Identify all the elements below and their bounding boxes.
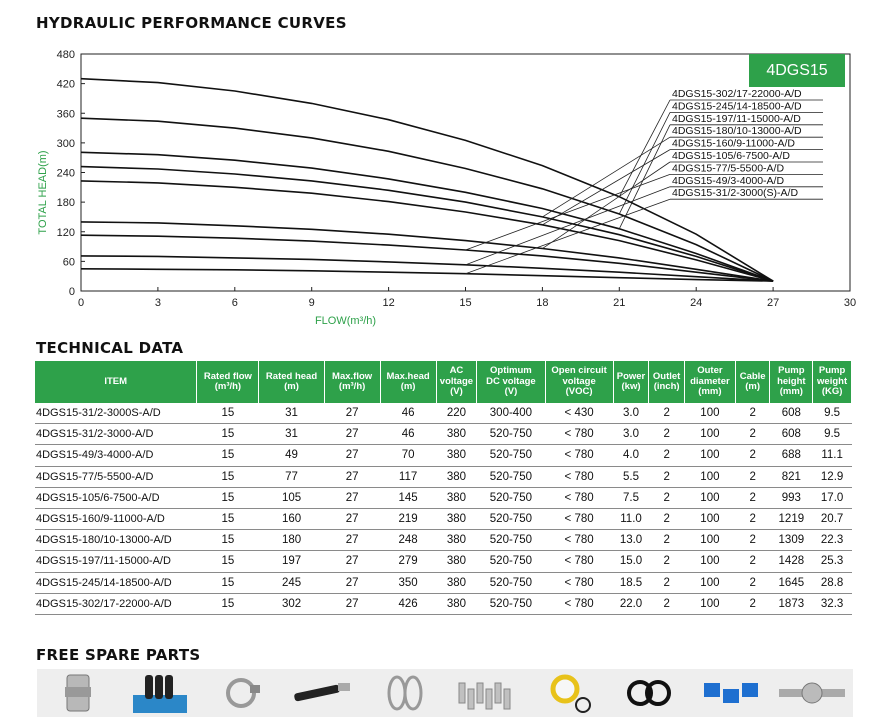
value-cell: 2 bbox=[649, 593, 685, 614]
column-header-line: ITEM bbox=[104, 375, 128, 387]
value-cell: 46 bbox=[380, 424, 436, 445]
column-header-line: (V) bbox=[504, 386, 518, 398]
model-cell: 4DGS15-197/11-15000-A/D bbox=[35, 551, 197, 572]
value-cell: 70 bbox=[380, 445, 436, 466]
value-cell: 11.1 bbox=[813, 445, 852, 466]
value-cell: 380 bbox=[436, 508, 477, 529]
legend-entry: 4DGS15-180/10-13000-A/D bbox=[672, 125, 802, 138]
value-cell: 4.0 bbox=[613, 445, 649, 466]
column-header bbox=[436, 361, 477, 403]
value-cell: 1219 bbox=[770, 508, 813, 529]
value-cell: 1873 bbox=[770, 593, 813, 614]
value-cell: < 780 bbox=[545, 487, 613, 508]
value-cell: 31 bbox=[259, 403, 324, 424]
y-tick-label: 240 bbox=[56, 167, 75, 180]
column-header-line: (m³/h) bbox=[214, 381, 242, 392]
value-cell: 520-750 bbox=[477, 466, 545, 487]
x-tick-label: 9 bbox=[308, 297, 315, 309]
x-tick-label: 27 bbox=[766, 297, 780, 309]
value-cell: 350 bbox=[380, 572, 436, 593]
column-header-line: AC bbox=[449, 365, 464, 377]
table-header-row bbox=[35, 361, 852, 403]
value-cell: 219 bbox=[380, 508, 436, 529]
value-cell: 3.0 bbox=[613, 403, 649, 424]
legend-entry: 4DGS15-245/14-18500-A/D bbox=[672, 100, 802, 113]
value-cell: 821 bbox=[770, 466, 813, 487]
table-row bbox=[35, 508, 852, 529]
value-cell: 2 bbox=[735, 551, 770, 572]
value-cell: 2 bbox=[735, 466, 770, 487]
shackle-hooks-icon bbox=[363, 669, 445, 717]
model-cell: 4DGS15-105/6-7500-A/D bbox=[35, 487, 197, 508]
column-header-line: Outer bbox=[697, 365, 723, 377]
value-cell: 608 bbox=[770, 403, 813, 424]
value-cell: 31 bbox=[259, 424, 324, 445]
value-cell: 520-750 bbox=[477, 445, 545, 466]
value-cell: 160 bbox=[259, 508, 324, 529]
value-cell: 13.0 bbox=[613, 530, 649, 551]
value-cell: 12.9 bbox=[813, 466, 852, 487]
value-cell: 100 bbox=[684, 593, 735, 614]
column-header bbox=[770, 361, 813, 403]
value-cell: 17.0 bbox=[813, 487, 852, 508]
column-header-line: (m³/h) bbox=[338, 381, 366, 392]
value-cell: 15 bbox=[197, 530, 259, 551]
model-cell: 4DGS15-31/2-3000S-A/D bbox=[35, 403, 197, 424]
column-header-line: (m) bbox=[400, 381, 416, 392]
value-cell: < 430 bbox=[545, 403, 613, 424]
value-cell: < 780 bbox=[545, 551, 613, 572]
legend-entry: 4DGS15-160/9-11000-A/D bbox=[672, 137, 795, 150]
legend-entry: 4DGS15-197/11-15000-A/D bbox=[672, 112, 801, 125]
column-header bbox=[813, 361, 852, 403]
column-header-line: (mm) bbox=[698, 386, 722, 398]
value-cell: 100 bbox=[684, 403, 735, 424]
table-row bbox=[35, 424, 852, 445]
value-cell: 27 bbox=[324, 466, 380, 487]
spare-part-tile bbox=[527, 669, 609, 717]
value-cell: 380 bbox=[436, 466, 477, 487]
value-cell: 248 bbox=[380, 530, 436, 551]
column-header-line: (V) bbox=[450, 386, 463, 398]
value-cell: 245 bbox=[259, 572, 324, 593]
connector-blocks-icon bbox=[690, 669, 772, 717]
y-tick-label: 420 bbox=[56, 78, 75, 91]
column-header-line: voltage bbox=[439, 375, 474, 387]
value-cell: 380 bbox=[436, 551, 477, 572]
legend-leader bbox=[619, 100, 670, 197]
value-cell: < 780 bbox=[545, 445, 613, 466]
column-header-line: Cable bbox=[739, 370, 766, 382]
y-tick-label: 480 bbox=[56, 49, 75, 61]
value-cell: 302 bbox=[259, 593, 324, 614]
value-cell: 2 bbox=[735, 487, 770, 508]
x-tick-label: 6 bbox=[231, 297, 238, 309]
value-cell: 2 bbox=[735, 424, 770, 445]
x-axis-label: FLOW(m³/h) bbox=[314, 315, 377, 327]
y-tick-label: 180 bbox=[56, 197, 75, 210]
column-header-line: Pump bbox=[778, 365, 805, 377]
x-tick-label: 21 bbox=[613, 297, 626, 309]
model-badge: 4DGS15 bbox=[749, 54, 845, 87]
legend-leader bbox=[542, 150, 670, 225]
value-cell: 180 bbox=[259, 530, 324, 551]
value-cell: < 780 bbox=[545, 466, 613, 487]
value-cell: 100 bbox=[684, 445, 735, 466]
legend-entry: 4DGS15-31/2-3000(S)-A/D bbox=[672, 187, 799, 200]
y-tick-label: 360 bbox=[56, 108, 75, 121]
value-cell: 15 bbox=[197, 593, 259, 614]
value-cell: 1309 bbox=[770, 530, 813, 551]
value-cell: 22.0 bbox=[613, 593, 649, 614]
x-tick-label: 18 bbox=[536, 297, 549, 309]
x-tick-label: 30 bbox=[843, 297, 857, 309]
column-header-line: (m) bbox=[745, 381, 761, 392]
value-cell: 220 bbox=[436, 403, 477, 424]
hose-clamp-icon bbox=[200, 669, 282, 717]
value-cell: 15 bbox=[197, 403, 259, 424]
model-cell: 4DGS15-77/5-5500-A/D bbox=[35, 466, 197, 487]
value-cell: 1428 bbox=[770, 551, 813, 572]
value-cell: 426 bbox=[380, 593, 436, 614]
spare-part-tile bbox=[690, 669, 772, 717]
value-cell: 197 bbox=[259, 551, 324, 572]
spare-part-tile bbox=[282, 669, 364, 717]
value-cell: 2 bbox=[735, 445, 770, 466]
column-header bbox=[684, 361, 735, 403]
value-cell: 2 bbox=[649, 572, 685, 593]
value-cell: 46 bbox=[380, 403, 436, 424]
value-cell: 77 bbox=[259, 466, 324, 487]
table-row bbox=[35, 551, 852, 572]
x-tick-label: 24 bbox=[690, 297, 703, 309]
value-cell: 18.5 bbox=[613, 572, 649, 593]
value-cell: 15 bbox=[197, 424, 259, 445]
value-cell: 380 bbox=[436, 593, 477, 614]
value-cell: 15 bbox=[197, 466, 259, 487]
o-rings-icon bbox=[608, 669, 690, 717]
value-cell: 2 bbox=[735, 593, 770, 614]
y-tick-label: 0 bbox=[68, 286, 75, 298]
column-header-line: Power bbox=[616, 370, 646, 382]
value-cell: 2 bbox=[649, 466, 685, 487]
column-header-line: weight bbox=[817, 375, 848, 387]
column-header-line: diameter bbox=[690, 375, 730, 387]
column-header-line: (mm) bbox=[779, 386, 803, 398]
technical-title: TECHNICAL DATA bbox=[36, 339, 184, 357]
model-cell: 4DGS15-31/2-3000-A/D bbox=[35, 424, 197, 445]
column-header-line: Max.head bbox=[386, 370, 430, 382]
column-header-line: Optimum bbox=[490, 365, 532, 377]
value-cell: 520-750 bbox=[477, 593, 545, 614]
heat-shrink-tubes-icon bbox=[119, 669, 201, 717]
model-cell: 4DGS15-245/14-18500-A/D bbox=[35, 572, 197, 593]
value-cell: 9.5 bbox=[813, 403, 852, 424]
value-cell: < 780 bbox=[545, 530, 613, 551]
table-row bbox=[35, 403, 852, 424]
column-header-line: (m) bbox=[284, 381, 299, 392]
value-cell: 105 bbox=[259, 487, 324, 508]
value-cell: < 780 bbox=[545, 572, 613, 593]
x-tick-label: 0 bbox=[77, 297, 85, 309]
y-axis-label: TOTAL HEAD(m) bbox=[37, 150, 49, 235]
value-cell: 11.0 bbox=[613, 508, 649, 529]
value-cell: 25.3 bbox=[813, 551, 852, 572]
parts-title: FREE SPARE PARTS bbox=[36, 646, 201, 664]
table-body bbox=[35, 403, 852, 614]
value-cell: 2 bbox=[649, 424, 685, 445]
value-cell: 608 bbox=[770, 424, 813, 445]
table-row bbox=[35, 466, 852, 487]
chart-svg bbox=[0, 36, 873, 336]
y-tick-label: 300 bbox=[56, 137, 75, 150]
value-cell: 2 bbox=[649, 445, 685, 466]
column-header-line: Rated flow bbox=[203, 370, 252, 382]
value-cell: 32.3 bbox=[813, 593, 852, 614]
column-header bbox=[649, 361, 685, 403]
value-cell: 100 bbox=[684, 530, 735, 551]
value-cell: 27 bbox=[324, 445, 380, 466]
value-cell: 520-750 bbox=[477, 530, 545, 551]
column-header bbox=[324, 361, 380, 403]
value-cell: < 780 bbox=[545, 593, 613, 614]
spare-part-tile bbox=[119, 669, 201, 717]
value-cell: 100 bbox=[684, 508, 735, 529]
legend-leader bbox=[466, 174, 671, 250]
pipe-fitting-icon bbox=[37, 669, 119, 717]
value-cell: < 780 bbox=[545, 508, 613, 529]
spare-part-tile bbox=[200, 669, 282, 717]
value-cell: 520-750 bbox=[477, 424, 545, 445]
value-cell: 15 bbox=[197, 508, 259, 529]
value-cell: 145 bbox=[380, 487, 436, 508]
value-cell: 380 bbox=[436, 424, 477, 445]
value-cell: 27 bbox=[324, 424, 380, 445]
x-tick-label: 15 bbox=[459, 297, 472, 309]
value-cell: 27 bbox=[324, 530, 380, 551]
column-header bbox=[197, 361, 259, 403]
value-cell: 2 bbox=[735, 403, 770, 424]
value-cell: 27 bbox=[324, 572, 380, 593]
y-tick-label: 120 bbox=[56, 226, 75, 239]
value-cell: 520-750 bbox=[477, 551, 545, 572]
column-header-line: (KG) bbox=[821, 386, 843, 398]
cable-terminals-icon bbox=[445, 669, 527, 717]
legend-entry: 4DGS15-49/3-4000-A/D bbox=[672, 174, 785, 187]
value-cell: 15 bbox=[197, 551, 259, 572]
legend-entry: 4DGS15-105/6-7500-A/D bbox=[672, 150, 790, 162]
value-cell: 100 bbox=[684, 424, 735, 445]
series-line bbox=[81, 79, 773, 281]
value-cell: 2 bbox=[649, 508, 685, 529]
column-header bbox=[613, 361, 649, 403]
value-cell: 2 bbox=[735, 572, 770, 593]
column-header bbox=[35, 361, 197, 403]
x-tick-label: 3 bbox=[154, 297, 161, 309]
value-cell: 520-750 bbox=[477, 572, 545, 593]
value-cell: 15 bbox=[197, 572, 259, 593]
value-cell: 117 bbox=[380, 466, 436, 487]
spare-part-tile bbox=[445, 669, 527, 717]
value-cell: 380 bbox=[436, 530, 477, 551]
value-cell: 300-400 bbox=[477, 403, 545, 424]
table-row bbox=[35, 530, 852, 551]
table-row bbox=[35, 572, 852, 593]
value-cell: 7.5 bbox=[613, 487, 649, 508]
spare-parts-strip bbox=[37, 669, 853, 717]
legend-entry: 4DGS15-302/17-22000-A/D bbox=[672, 88, 802, 100]
column-header bbox=[259, 361, 324, 403]
value-cell: < 780 bbox=[545, 424, 613, 445]
value-cell: 2 bbox=[735, 530, 770, 551]
column-header-line: Rated head bbox=[265, 370, 318, 382]
value-cell: 27 bbox=[324, 551, 380, 572]
column-header-line: (inch) bbox=[653, 381, 680, 392]
column-header-line: (kw) bbox=[621, 381, 641, 392]
spare-part-tile bbox=[37, 669, 119, 717]
value-cell: 1645 bbox=[770, 572, 813, 593]
column-header-line: Max.flow bbox=[332, 370, 373, 382]
value-cell: 3.0 bbox=[613, 424, 649, 445]
cable-tie-tool-icon bbox=[282, 669, 364, 717]
value-cell: 520-750 bbox=[477, 487, 545, 508]
value-cell: 100 bbox=[684, 487, 735, 508]
value-cell: 28.8 bbox=[813, 572, 852, 593]
value-cell: 5.5 bbox=[613, 466, 649, 487]
value-cell: 2 bbox=[649, 551, 685, 572]
legend-entry: 4DGS15-77/5-5500-A/D bbox=[672, 162, 785, 175]
column-header bbox=[545, 361, 613, 403]
value-cell: 279 bbox=[380, 551, 436, 572]
technical-table bbox=[35, 361, 852, 615]
column-header-line: height bbox=[777, 375, 806, 387]
value-cell: 100 bbox=[684, 551, 735, 572]
value-cell: 993 bbox=[770, 487, 813, 508]
column-header bbox=[380, 361, 436, 403]
column-header-line: Outlet bbox=[652, 370, 681, 382]
table-row bbox=[35, 593, 852, 614]
column-header-line: Open circuit bbox=[551, 365, 607, 377]
spare-part-tile bbox=[771, 669, 853, 717]
series-line bbox=[81, 152, 773, 281]
column-header bbox=[477, 361, 545, 403]
column-header-line: voltage bbox=[562, 375, 596, 387]
spare-part-tile bbox=[608, 669, 690, 717]
value-cell: 380 bbox=[436, 445, 477, 466]
model-cell: 4DGS15-302/17-22000-A/D bbox=[35, 593, 197, 614]
value-cell: 22.3 bbox=[813, 530, 852, 551]
value-cell: 9.5 bbox=[813, 424, 852, 445]
series-line bbox=[81, 235, 773, 281]
value-cell: 20.7 bbox=[813, 508, 852, 529]
value-cell: 15.0 bbox=[613, 551, 649, 572]
value-cell: 15 bbox=[197, 487, 259, 508]
table-row bbox=[35, 487, 852, 508]
performance-chart bbox=[0, 36, 873, 336]
value-cell: 100 bbox=[684, 466, 735, 487]
column-header-line: (VOC) bbox=[565, 386, 593, 398]
check-valve-icon bbox=[771, 669, 853, 717]
x-tick-label: 12 bbox=[382, 297, 395, 309]
value-cell: 2 bbox=[649, 487, 685, 508]
column-header-line: DC voltage bbox=[486, 375, 536, 387]
value-cell: 27 bbox=[324, 508, 380, 529]
value-cell: 520-750 bbox=[477, 508, 545, 529]
model-cell: 4DGS15-160/9-11000-A/D bbox=[35, 508, 197, 529]
value-cell: 27 bbox=[324, 487, 380, 508]
spare-part-tile bbox=[363, 669, 445, 717]
legend-leader bbox=[619, 112, 670, 214]
column-header bbox=[735, 361, 770, 403]
thread-seal-tape-icon bbox=[527, 669, 609, 717]
value-cell: 380 bbox=[436, 572, 477, 593]
table-row bbox=[35, 445, 852, 466]
value-cell: 49 bbox=[259, 445, 324, 466]
value-cell: 2 bbox=[649, 530, 685, 551]
value-cell: 27 bbox=[324, 403, 380, 424]
value-cell: 15 bbox=[197, 445, 259, 466]
y-tick-label: 60 bbox=[62, 256, 75, 269]
value-cell: 380 bbox=[436, 487, 477, 508]
model-cell: 4DGS15-49/3-4000-A/D bbox=[35, 445, 197, 466]
value-cell: 100 bbox=[684, 572, 735, 593]
legend-leader bbox=[466, 199, 671, 274]
curves-title: HYDRAULIC PERFORMANCE CURVES bbox=[36, 14, 347, 32]
value-cell: 688 bbox=[770, 445, 813, 466]
value-cell: 27 bbox=[324, 593, 380, 614]
column-header-line: Pump bbox=[818, 365, 846, 377]
model-cell: 4DGS15-180/10-13000-A/D bbox=[35, 530, 197, 551]
value-cell: 2 bbox=[735, 508, 770, 529]
value-cell: 2 bbox=[649, 403, 685, 424]
